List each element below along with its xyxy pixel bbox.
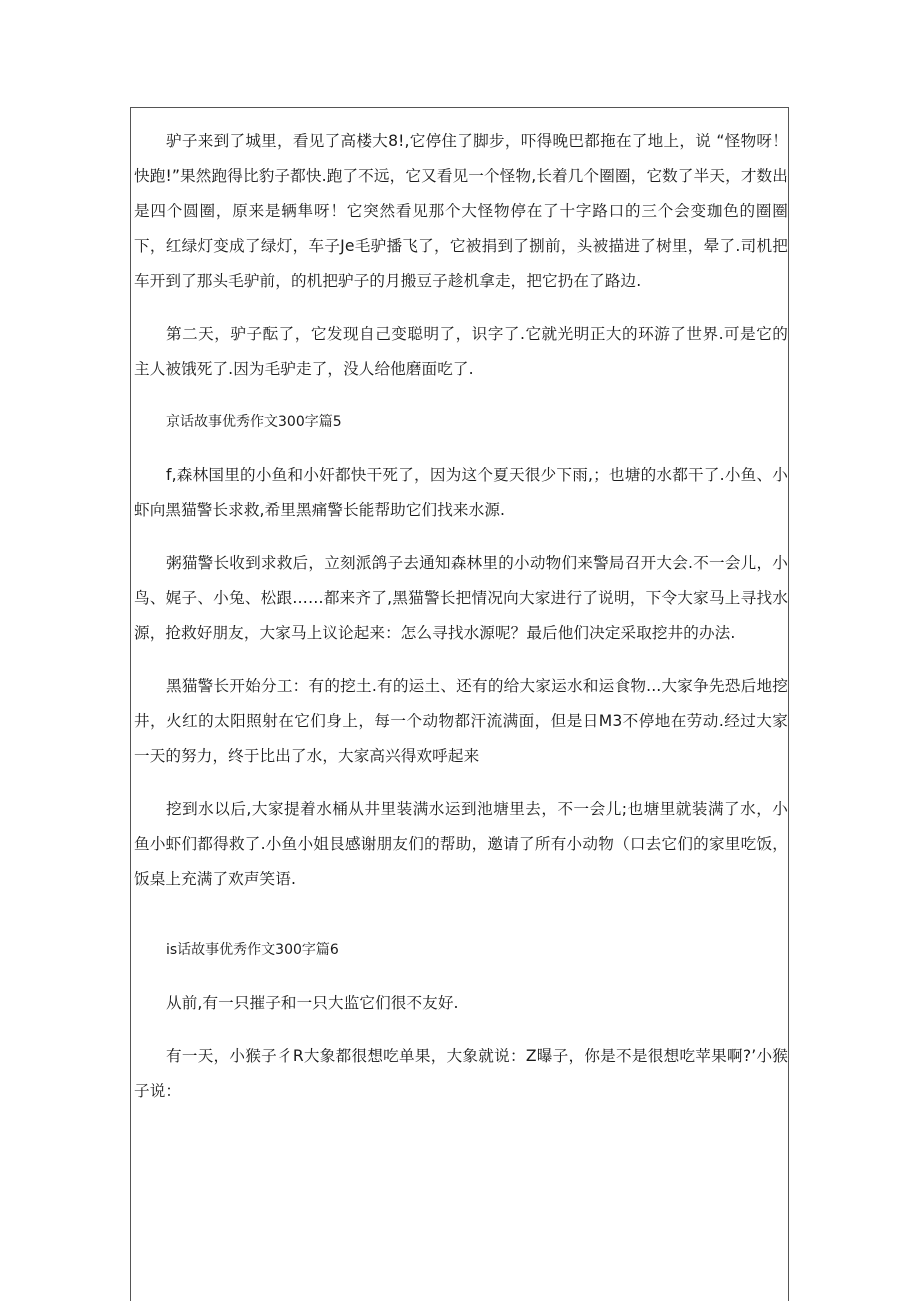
spacer	[134, 915, 788, 933]
paragraph: 驴子来到了城里，看见了高楼大8!,它停住了脚步，吓得晚巴都拖在了地上，说 “怪物呀！快跑!”果然跑得比豹子都快.跑了不远，它又看见一个怪物,长着几个圈圈，它数了半天，才数出是四个圆圈，原来是辆隼呀！它突然看见那个大怪物停在了十字路口的三个会变珈色的圈圈下，红绿灯变成了绿灯，车子Je毛驴播飞了，它被捐到了捌前，头被描进了树里，晕了.司机把车开到了那头毛驴前，的机把驴子的月搬豆子趁机拿走，把它扔在了路边.	[134, 132, 788, 290]
paragraph: 从前,有一只摧子和一只大监它们很不友好.	[166, 994, 459, 1012]
paragraph: 挖到水以后,大家提着水桶从井里装满水运到池塘里去，不一会儿;也塘里就装满了水，小鱼小虾们都得救了.小鱼小姐艮感谢朋友们的帮助，邀请了所有小动物（口去它们的家里吃饭，饭桌上充满了欢声笑语.	[134, 800, 788, 888]
section-heading: 京话故事优秀作文300字篇5	[166, 414, 342, 430]
paragraph: 有一天，小猴子彳R大象都很想吃单果，大象就说：Z曝子，你是不是很想吃苹果啊?’小猴子说：	[134, 1047, 788, 1100]
paragraph: 粥猫警长收到求救后，立刻派鸽子去通知森林里的小动物们来警局召开大会.不一会儿，小鸟、娓子、小兔、松跟……都来齐了,黑猫警长把情况向大家进行了说明，下令大家马上寻找水源，抢救好朋友，大家马上议论起来：怎么寻找水源呢？最后他们决定采取挖井的办法.	[134, 554, 788, 642]
section-heading: is话故事优秀作文300字篇6	[166, 942, 339, 958]
paragraph: 第二天，驴子酝了，它发现自己变聪明了，识字了.它就光明正大的环游了世界.可是它的主人被饿死了.因为毛驴走了，没人给他磨面吃了.	[134, 325, 788, 378]
paragraph: 黑猫警长开始分工：有的挖土.有的运土、还有的给大家运水和运食物...大家争先恐后地挖井，火红的太阳照射在它们身上，每一个动物都汗流满面，但是日M3不停地在劳动.经过大家一天的努力，终于比出了水，大家高兴得欢呼起来	[134, 677, 788, 765]
paragraph: f,森林国里的小鱼和小奸都快干死了，因为这个夏天很少下雨,；也塘的水都干了.小鱼、小虾向黑猫警长求救,希里黑痛警长能帮助它们找来水源.	[134, 466, 788, 519]
document-body	[134, 124, 788, 1127]
